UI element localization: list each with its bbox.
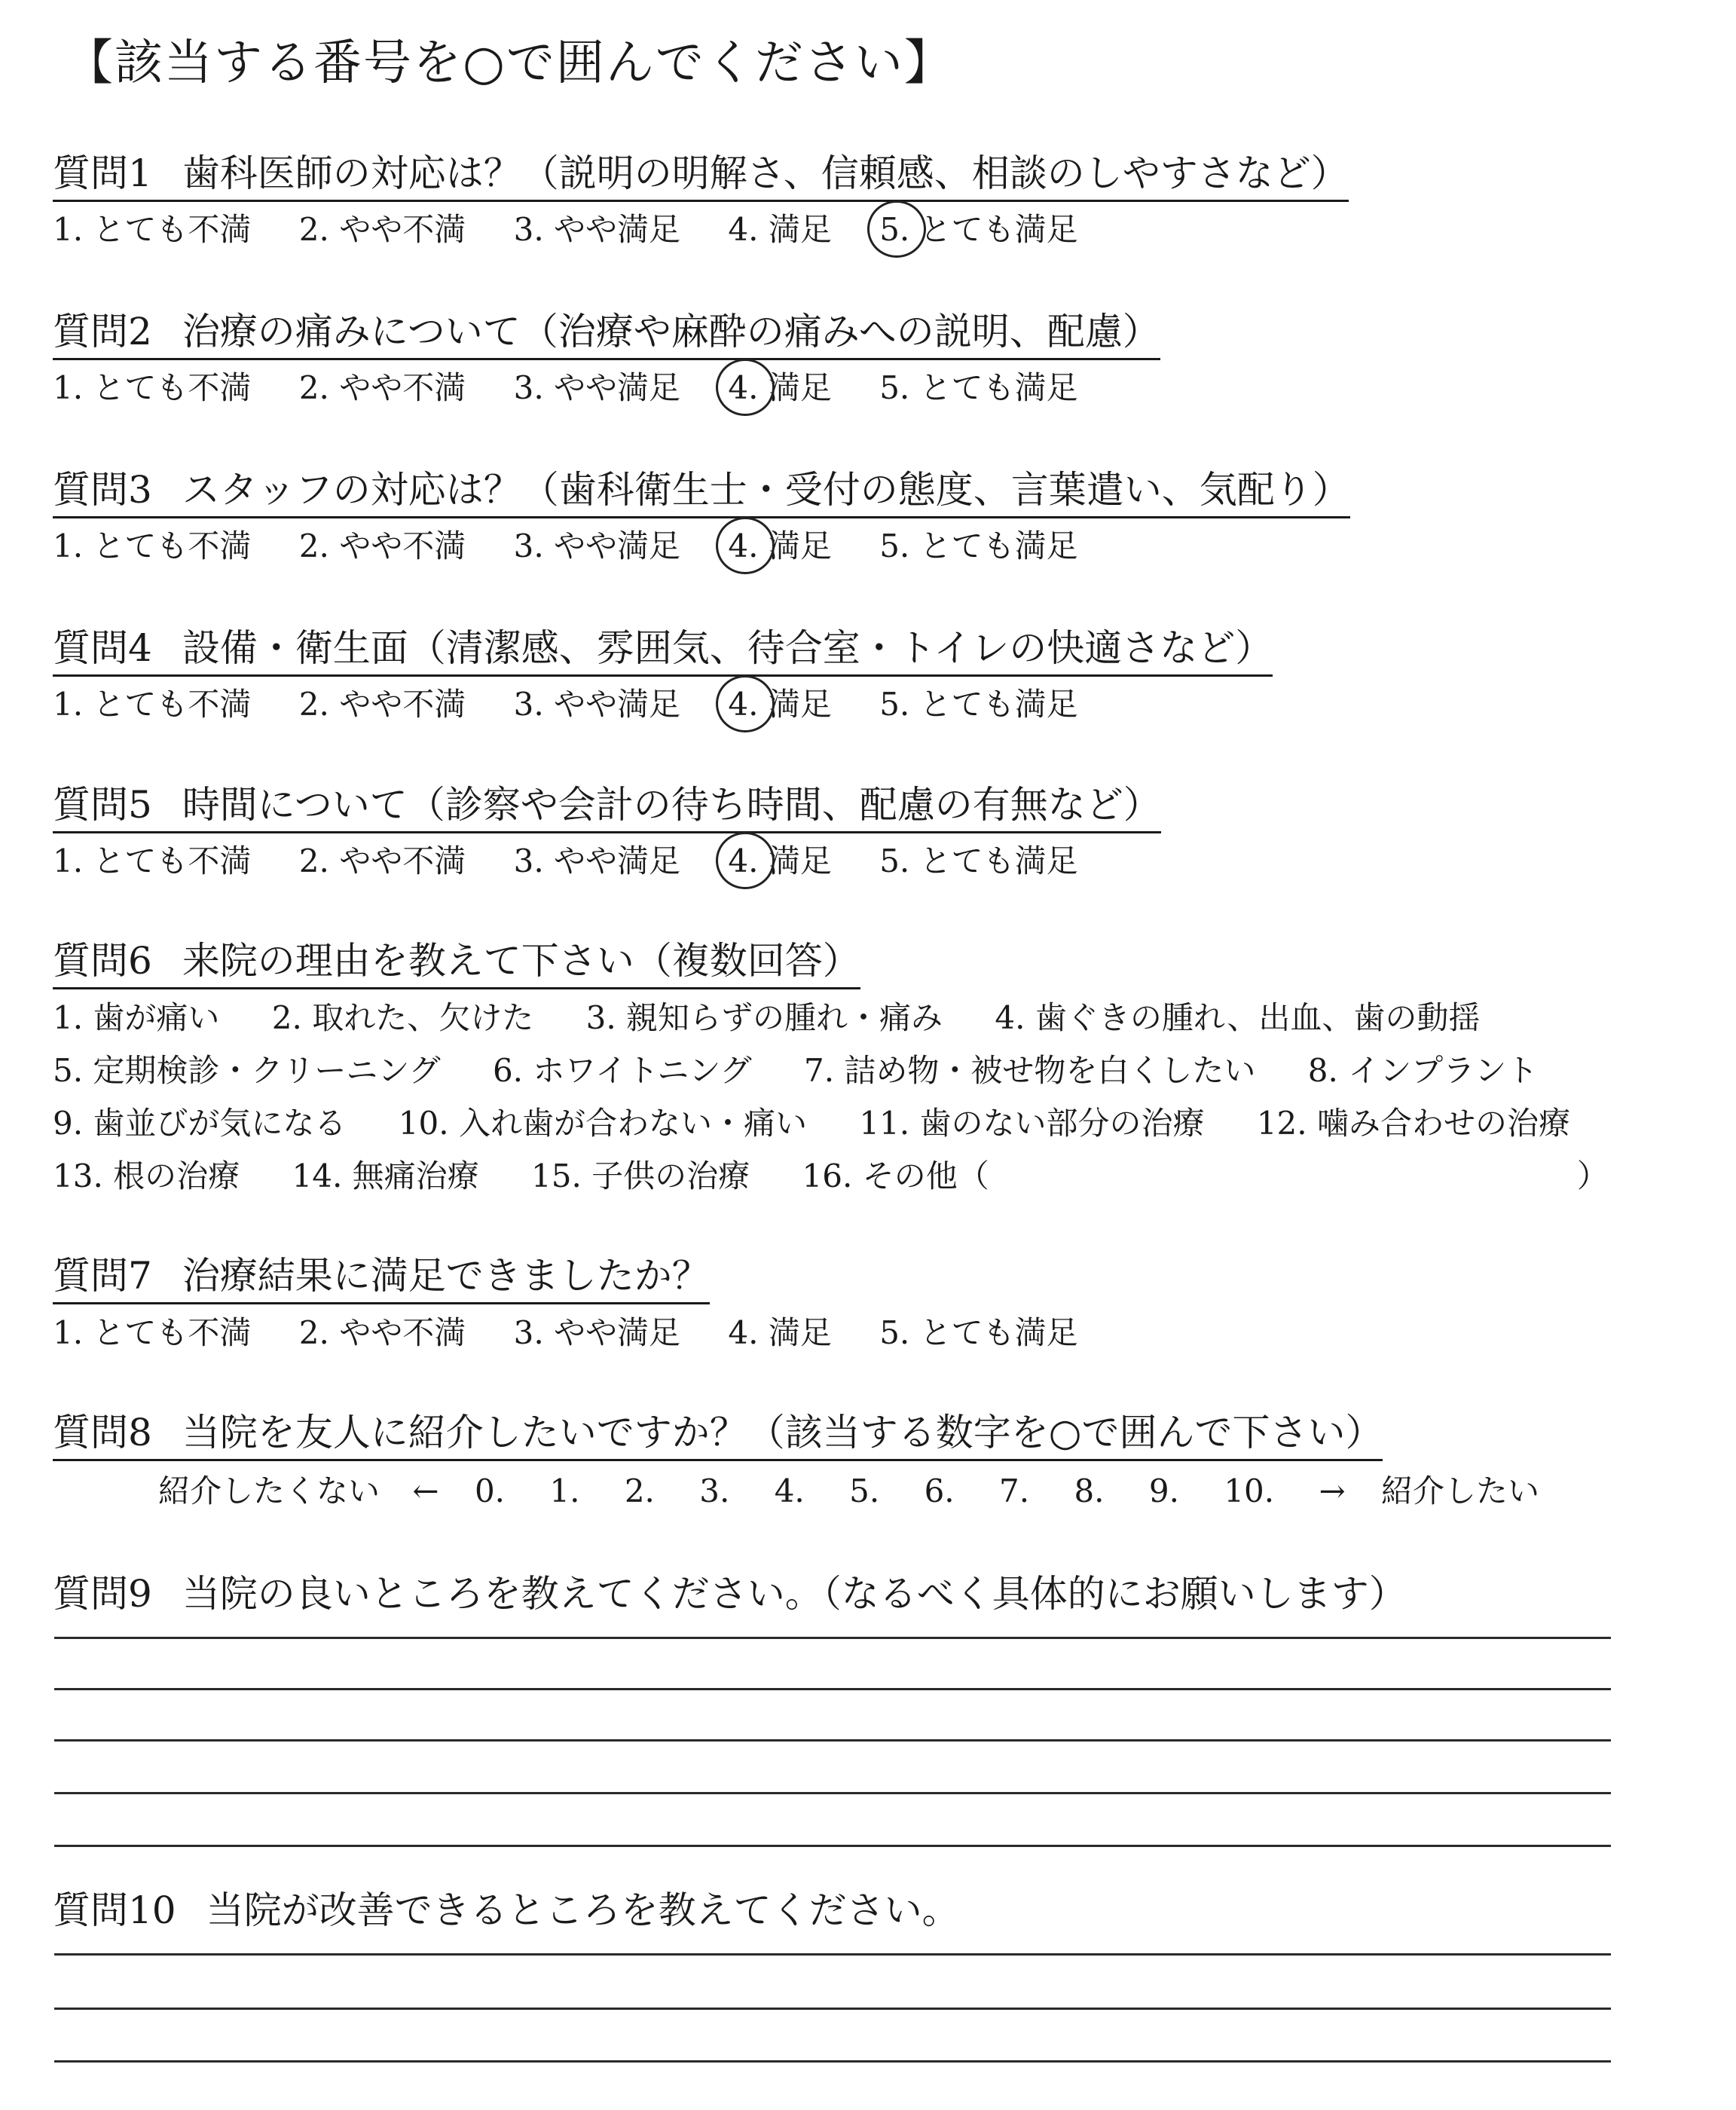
scale-option-8[interactable]: 8.	[1074, 1472, 1105, 1509]
option-1[interactable]: 1. とても不満	[53, 528, 252, 564]
question-1-options	[53, 211, 1116, 248]
question-5-options	[53, 842, 1116, 879]
option-4[interactable]: 4. 満足	[728, 1314, 832, 1351]
answer-line[interactable]	[54, 1792, 1611, 1794]
reason-option-other[interactable]: 16. その他（ ）	[802, 1157, 1609, 1194]
option-3[interactable]: 3. やや満足	[513, 842, 681, 879]
handwritten-circle: 4. 満足	[728, 369, 832, 406]
question-number: 質問4	[53, 626, 152, 670]
scale-right-label: 紹介したい	[1381, 1472, 1540, 1509]
reason-option[interactable]: 9. 歯並びが気になる	[53, 1105, 347, 1142]
reason-option[interactable]: 10. 入れ歯が合わない・痛い	[398, 1105, 807, 1142]
left-arrow-icon: ←	[412, 1472, 439, 1509]
reasons-row-1	[53, 999, 1522, 1036]
scale-option-1[interactable]: 1.	[549, 1472, 580, 1509]
question-number: 質問9	[53, 1572, 152, 1616]
question-text: 当院を友人に紹介したいですか？（該当する数字を○で囲んで下さい）	[182, 1411, 1383, 1454]
reason-option[interactable]: 7. 詰め物・被せ物を白くしたい	[803, 1052, 1256, 1089]
scale-option-4[interactable]: 4.	[774, 1472, 805, 1509]
question-5-title	[53, 783, 1161, 833]
handwritten-circle: 4. 満足	[728, 528, 832, 564]
option-2[interactable]: 2. やや不満	[298, 1314, 466, 1351]
question-7-options	[53, 1314, 1116, 1351]
question-8-title	[53, 1411, 1383, 1461]
question-6-title	[53, 939, 860, 989]
option-5[interactable]: 5. とても満足	[879, 369, 1078, 406]
option-5[interactable]: 5. とても満足	[879, 1314, 1078, 1351]
question-10-title	[53, 1888, 960, 1937]
option-4[interactable]	[728, 842, 832, 879]
scale-option-6[interactable]: 6.	[924, 1472, 955, 1509]
question-number: 質問2	[53, 310, 152, 353]
question-text: 当院が改善できるところを教えてください。	[206, 1888, 960, 1932]
option-5[interactable]: 5. とても満足	[879, 686, 1078, 723]
reason-option[interactable]: 2. 取れた、欠けた	[271, 999, 534, 1036]
question-4-options	[53, 686, 1116, 723]
option-3[interactable]: 3. やや満足	[513, 211, 681, 248]
question-text: 当院の良いところを教えてください。（なるべく具体的にお願いします）	[182, 1572, 1407, 1616]
answer-line[interactable]	[54, 2008, 1611, 2010]
reason-option[interactable]: 15. 子供の治療	[531, 1157, 750, 1194]
right-arrow-icon: →	[1319, 1472, 1346, 1509]
option-1[interactable]: 1. とても不満	[53, 369, 252, 406]
handwritten-circle: 5. とても満足	[879, 211, 1078, 248]
question-3-title	[53, 468, 1350, 518]
reason-option[interactable]: 6. ホワイトニング	[492, 1052, 752, 1089]
question-text: 治療の痛みについて（治療や麻酔の痛みへの説明、配慮）	[182, 310, 1160, 353]
scale-option-7[interactable]: 7.	[999, 1472, 1030, 1509]
option-5[interactable]	[879, 211, 1078, 248]
handwritten-circle: 4. 満足	[728, 686, 832, 723]
reason-option[interactable]: 12. 噛み合わせの治療	[1256, 1105, 1570, 1142]
question-text: 設備・衛生面（清潔感、雰囲気、待合室・トイレの快適さなど）	[182, 626, 1273, 670]
reasons-row-4	[53, 1157, 1609, 1194]
scale-option-2[interactable]: 2.	[624, 1472, 655, 1509]
option-4[interactable]	[728, 686, 832, 723]
scale-option-0[interactable]: 0.	[474, 1472, 506, 1509]
question-1-title	[53, 151, 1349, 202]
reason-option[interactable]: 13. 根の治療	[53, 1157, 240, 1194]
scale-option-10[interactable]: 10.	[1224, 1472, 1275, 1509]
reason-option[interactable]: 5. 定期検診・クリーニング	[53, 1052, 441, 1089]
question-number: 質問5	[53, 783, 152, 827]
option-4[interactable]	[728, 369, 832, 406]
reason-option[interactable]: 11. 歯のない部分の治療	[859, 1105, 1205, 1142]
question-text: 治療結果に満足できましたか？	[182, 1254, 710, 1298]
reason-option[interactable]: 3. 親知らずの腫れ・痛み	[585, 999, 943, 1036]
question-text: 歯科医師の対応は？（説明の明解さ、信頼感、相談のしやすさなど）	[182, 151, 1349, 195]
answer-line[interactable]	[54, 1953, 1611, 1956]
option-2[interactable]: 2. やや不満	[298, 686, 466, 723]
reason-option[interactable]: 4. 歯ぐきの腫れ、出血、歯の動揺	[995, 999, 1481, 1036]
question-7-title	[53, 1254, 710, 1304]
question-number: 質問3	[53, 468, 152, 512]
option-3[interactable]: 3. やや満足	[513, 528, 681, 564]
option-3[interactable]: 3. やや満足	[513, 686, 681, 723]
option-1[interactable]: 1. とても不満	[53, 211, 252, 248]
option-2[interactable]: 2. やや不満	[298, 528, 466, 564]
answer-line[interactable]	[54, 2060, 1611, 2063]
handwritten-circle: 4. 満足	[728, 842, 832, 879]
question-number: 質問6	[53, 939, 152, 983]
option-4[interactable]	[728, 528, 832, 564]
question-text: スタッフの対応は？（歯科衛生士・受付の態度、言葉遣い、気配り）	[182, 468, 1350, 512]
reason-option[interactable]: 1. 歯が痛い	[53, 999, 220, 1036]
option-2[interactable]: 2. やや不満	[298, 369, 466, 406]
question-number: 質問10	[53, 1888, 176, 1932]
answer-line[interactable]	[54, 1845, 1611, 1847]
question-3-options	[53, 528, 1116, 564]
option-1[interactable]: 1. とても不満	[53, 686, 252, 723]
option-5[interactable]: 5. とても満足	[879, 528, 1078, 564]
answer-line[interactable]	[54, 1739, 1611, 1742]
question-2-title	[53, 310, 1160, 360]
reasons-row-2	[53, 1052, 1580, 1089]
option-1[interactable]: 1. とても不満	[53, 842, 252, 879]
question-text: 時間について（診察や会計の待ち時間、配慮の有無など）	[182, 783, 1161, 827]
reason-option[interactable]: 14. 無痛治療	[292, 1157, 479, 1194]
scale-left-label: 紹介したくない	[158, 1472, 381, 1509]
question-4-title	[53, 626, 1273, 677]
page-title: 【該当する番号を○で囲んでください】	[65, 35, 954, 91]
answer-line[interactable]	[54, 1637, 1611, 1639]
option-1[interactable]: 1. とても不満	[53, 1314, 252, 1351]
scale-option-3[interactable]: 3.	[699, 1472, 730, 1509]
option-3[interactable]: 3. やや満足	[513, 1314, 681, 1351]
reason-option[interactable]: 8. インプラント	[1307, 1052, 1539, 1089]
question-9-title	[53, 1572, 1407, 1620]
option-2[interactable]: 2. やや不満	[298, 842, 466, 879]
option-4[interactable]: 4. 満足	[728, 211, 832, 248]
question-number: 質問7	[53, 1254, 152, 1298]
question-number: 質問8	[53, 1411, 152, 1454]
option-5[interactable]: 5. とても満足	[879, 842, 1078, 879]
option-2[interactable]: 2. やや不満	[298, 211, 466, 248]
reasons-row-3	[53, 1105, 1612, 1142]
question-number: 質問1	[53, 151, 152, 195]
option-3[interactable]: 3. やや満足	[513, 369, 681, 406]
scale-option-9[interactable]: 9.	[1148, 1472, 1179, 1509]
scale-option-5[interactable]: 5.	[849, 1472, 880, 1509]
recommend-scale	[158, 1472, 1540, 1509]
answer-line[interactable]	[54, 1688, 1611, 1690]
question-2-options	[53, 369, 1116, 406]
question-text: 来院の理由を教えて下さい（複数回答）	[182, 939, 860, 983]
